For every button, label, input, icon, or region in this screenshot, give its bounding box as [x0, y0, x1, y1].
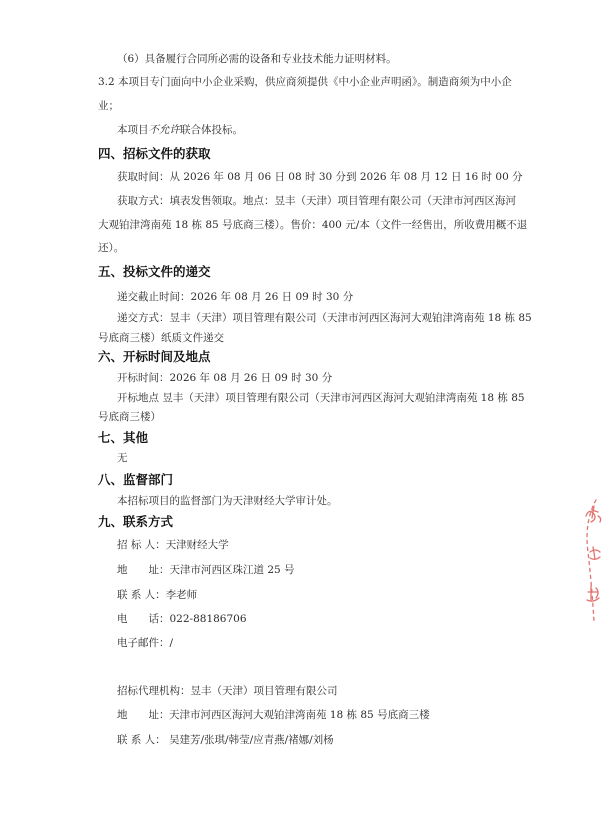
- section-8-heading: 八、监督部门: [98, 472, 174, 487]
- email-value: /: [169, 637, 174, 649]
- opening-time: 开标时间：2026 年 08 月 26 日 09 时 30 分: [117, 372, 333, 384]
- agency-address-value: 天津市河西区海河大观铂津湾南苑 18 栋 85 号底商三楼: [169, 709, 430, 721]
- section-9-heading: 九、联系方式: [98, 514, 174, 529]
- section-5-heading: 五、投标文件的递交: [98, 264, 211, 279]
- address-label: 地 址：: [117, 564, 170, 576]
- submission-place-line1: 递交方式：昱丰（天津）项目管理有限公司（天津市河西区海河大观铂津湾南苑 18 栋 85: [117, 312, 532, 324]
- phone-row: [117, 612, 247, 626]
- phone-value: 022-88186706: [169, 613, 247, 625]
- email-label: 电子邮件：: [117, 637, 170, 649]
- section-7-heading: 七、其他: [98, 430, 149, 445]
- submission-place-line2: 号底商三楼）纸质文件递交: [98, 332, 224, 344]
- contact-row: [117, 588, 197, 602]
- buyer-value: 天津财经大学: [165, 539, 229, 551]
- submission-deadline: 递交截止时间：2026 年 08 月 26 日 09 时 30 分: [117, 291, 354, 303]
- consortium-emphasis: 不允许: [148, 124, 180, 136]
- other-text: 无: [117, 452, 128, 464]
- buyer-label: 招 标 人：: [117, 539, 166, 551]
- email-row: [117, 636, 173, 650]
- opening-place-line2: 号底商三楼）: [98, 411, 161, 423]
- section-4-heading: 四、招标文件的获取: [98, 146, 211, 161]
- agency-address-row: [117, 708, 430, 722]
- acquisition-method-line2: 大观铂津湾南苑 18 栋 85 号底商三楼）。售价：400 元/本（文件一经售出，所收费用概不退: [98, 219, 528, 231]
- address-row: [117, 563, 295, 577]
- acquisition-time: 获取时间：从 2026 年 08 月 06 日 08 时 30 分到 2026 年 08 月 12 日 16 时 00 分: [117, 171, 523, 183]
- agency-label: 招标代理机构：: [117, 685, 191, 697]
- consortium-pre: 本项目: [117, 124, 149, 136]
- agency-row: [117, 684, 338, 698]
- red-seal-stamp: [578, 492, 612, 632]
- requirement-6: （6）具备履行合同所必需的设备和专业技术能力证明材料。: [117, 53, 397, 65]
- contact-label: 联 系 人：: [117, 589, 166, 601]
- consortium-clause: [117, 123, 243, 137]
- contact-value: 李老师: [165, 589, 198, 601]
- sme-clause-line2: 业；: [98, 100, 119, 112]
- section-6-heading: 六、开标时间及地点: [98, 349, 211, 364]
- opening-place-line1: 开标地点 昱丰（天津）项目管理有限公司（天津市河西区海河大观铂津湾南苑 18 栋 85: [117, 392, 525, 404]
- consortium-post: 联合体投标。: [180, 124, 243, 136]
- sme-clause-line1: 3.2 本项目专门面向中小企业采购，供应商须提供《中小企业声明函》。制造商须为中小企: [98, 76, 512, 88]
- supervision-text: 本招标项目的监督部门为天津财经大学审计处。: [117, 495, 338, 507]
- agency-contact-row: [117, 733, 334, 747]
- agency-contact-value: 吴建芳/张琪/韩莹/应青燕/褚娜/刘杨: [169, 734, 334, 746]
- agency-address-label: 地 址：: [117, 709, 170, 721]
- agency-contact-label: 联 系 人：: [117, 734, 166, 746]
- address-value: 天津市河西区珠江道 25 号: [169, 564, 295, 576]
- acquisition-method-line3: 还）。: [98, 242, 125, 254]
- agency-value: 昱丰（天津）项目管理有限公司: [190, 685, 338, 697]
- buyer-row: [117, 538, 229, 552]
- phone-label: 电 话：: [117, 613, 170, 625]
- acquisition-method-line1: 获取方式：填表发售领取。地点：昱丰（天津）项目管理有限公司（天津市河西区海河: [117, 195, 516, 207]
